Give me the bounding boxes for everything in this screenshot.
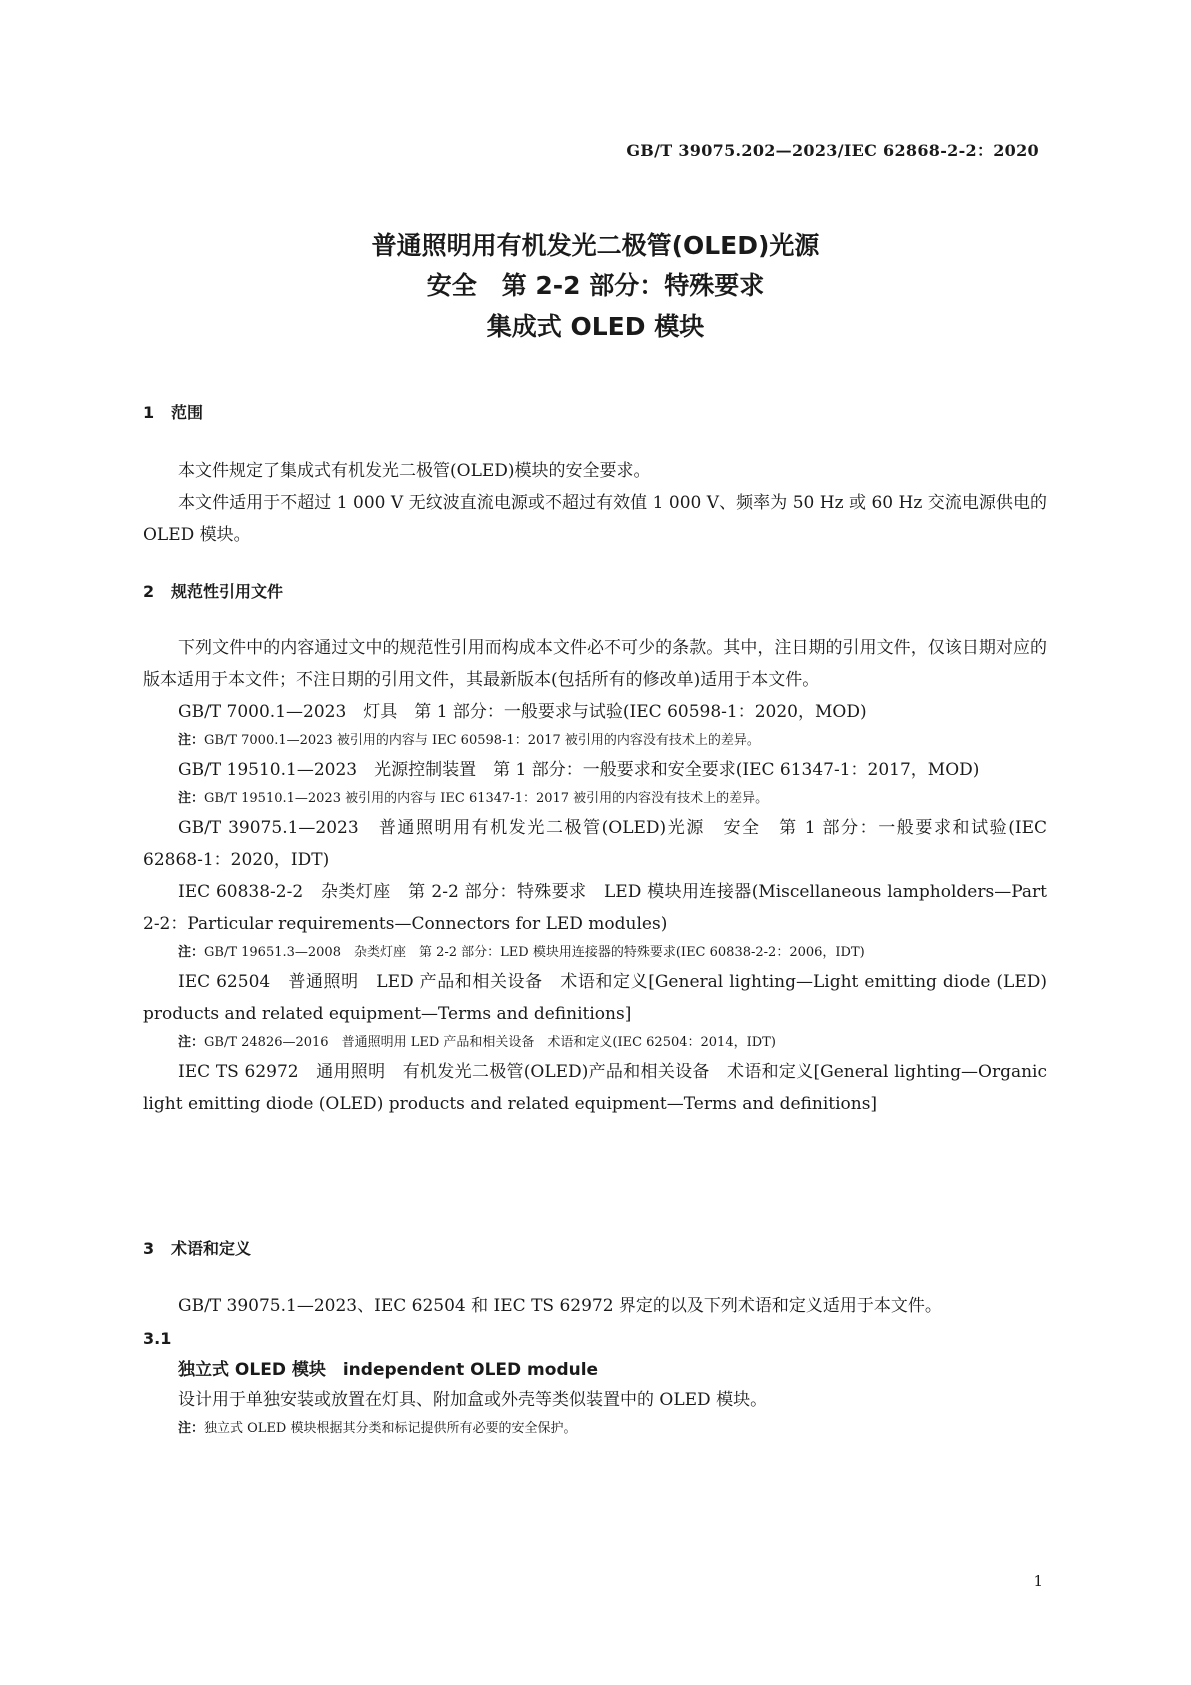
section-3-heading — [143, 1236, 251, 1259]
note-label: 注： — [178, 791, 205, 806]
section-number: 2 — [143, 582, 155, 601]
note-text: GB/T 19510.1—2023 被引用的内容与 IEC 61347-1：2017 被引用的内容没有技术上的差异。 — [204, 791, 769, 806]
page-number: 1 — [1033, 1572, 1043, 1590]
reference-item: IEC 62504 普通照明 LED 产品和相关设备 术语和定义[General lighting—Light emitting diode (LED) products and related equipment—Terms and definitions] — [143, 972, 1047, 1024]
reference-item: GB/T 39075.1—2023 普通照明用有机发光二极管(OLED)光源 安全 第 1 部分：一般要求和试验(IEC 62868-1：2020，IDT) — [143, 818, 1047, 870]
section-title: 规范性引用文件 — [171, 582, 284, 601]
section-title: 术语和定义 — [171, 1239, 252, 1258]
note — [143, 786, 1047, 812]
note — [143, 1030, 1047, 1056]
title-line-2: 安全 第 2-2 部分：特殊要求 — [426, 271, 765, 300]
section-3-intro — [143, 1290, 1047, 1322]
note-text: GB/T 19651.3—2008 杂类灯座 第 2-2 部分：LED 模块用连接器的特殊要求(IEC 60838-2-2：2006，IDT) — [204, 945, 865, 960]
note-text: GB/T 24826—2016 普通照明用 LED 产品和相关设备 术语和定义(IEC 62504：2014，IDT) — [204, 1035, 776, 1050]
paragraph: 本文件适用于不超过 1 000 V 无纹波直流电源或不超过有效值 1 000 V、频率为 50 Hz 或 60 Hz 交流电源供电的 OLED 模块。 — [143, 493, 1047, 545]
title-line-3: 集成式 OLED 模块 — [486, 312, 705, 341]
term-note — [178, 1417, 576, 1436]
paragraph: GB/T 39075.1—2023、IEC 62504 和 IEC TS 62972 界定的以及下列术语和定义适用于本文件。 — [178, 1296, 942, 1316]
reference-item: IEC TS 62972 通用照明 有机发光二极管(OLED)产品和相关设备 术语和定义[General lighting—Organic light emitting diode (OLED) products and related equipment—Terms and definitions] — [143, 1062, 1047, 1114]
note-text: 独立式 OLED 模块根据其分类和标记提供所有必要的安全保护。 — [204, 1421, 577, 1436]
title-line-1: 普通照明用有机发光二极管(OLED)光源 — [371, 231, 820, 260]
section-number: 1 — [143, 403, 155, 422]
section-1-body — [143, 455, 1047, 551]
term-definition: 设计用于单独安装或放置在灯具、附加盒或外壳等类似装置中的 OLED 模块。 — [178, 1390, 768, 1410]
note-text: GB/T 7000.1—2023 被引用的内容与 IEC 60598-1：2017 被引用的内容没有技术上的差异。 — [204, 733, 760, 748]
section-2-heading — [143, 579, 283, 602]
section-2-body — [143, 632, 1047, 1120]
note-label: 注： — [178, 1035, 205, 1050]
section-1-heading — [143, 400, 203, 423]
note — [143, 940, 1047, 966]
reference-item: IEC 60838-2-2 杂类灯座 第 2-2 部分：特殊要求 LED 模块用连接器(Miscellaneous lampholders—Part 2-2：Particular requirements—Connectors for LED modules) — [143, 882, 1047, 934]
note-label: 注： — [178, 1421, 205, 1436]
reference-item: GB/T 19510.1—2023 光源控制装置 第 1 部分：一般要求和安全要求(IEC 61347-1：2017，MOD) — [178, 760, 980, 780]
term-entry: 独立式 OLED 模块 independent OLED module — [178, 1360, 599, 1380]
reference-item: GB/T 7000.1—2023 灯具 第 1 部分：一般要求与试验(IEC 60598-1：2020，MOD) — [178, 702, 867, 722]
section-number: 3 — [143, 1239, 155, 1258]
clause-number: 3.1 — [143, 1329, 172, 1348]
paragraph: 下列文件中的内容通过文中的规范性引用而构成本文件必不可少的条款。其中，注日期的引用文件，仅该日期对应的版本适用于本文件；不注日期的引用文件，其最新版本(包括所有的修改单)适用于本文件。 — [143, 638, 1047, 690]
note-label: 注： — [178, 945, 205, 960]
section-title: 范围 — [171, 403, 204, 422]
paragraph: 本文件规定了集成式有机发光二极管(OLED)模块的安全要求。 — [178, 461, 651, 481]
standard-number: GB/T 39075.202—2023/IEC 62868-2-2：2020 — [626, 141, 1039, 160]
note — [143, 728, 1047, 754]
note-label: 注： — [178, 733, 205, 748]
